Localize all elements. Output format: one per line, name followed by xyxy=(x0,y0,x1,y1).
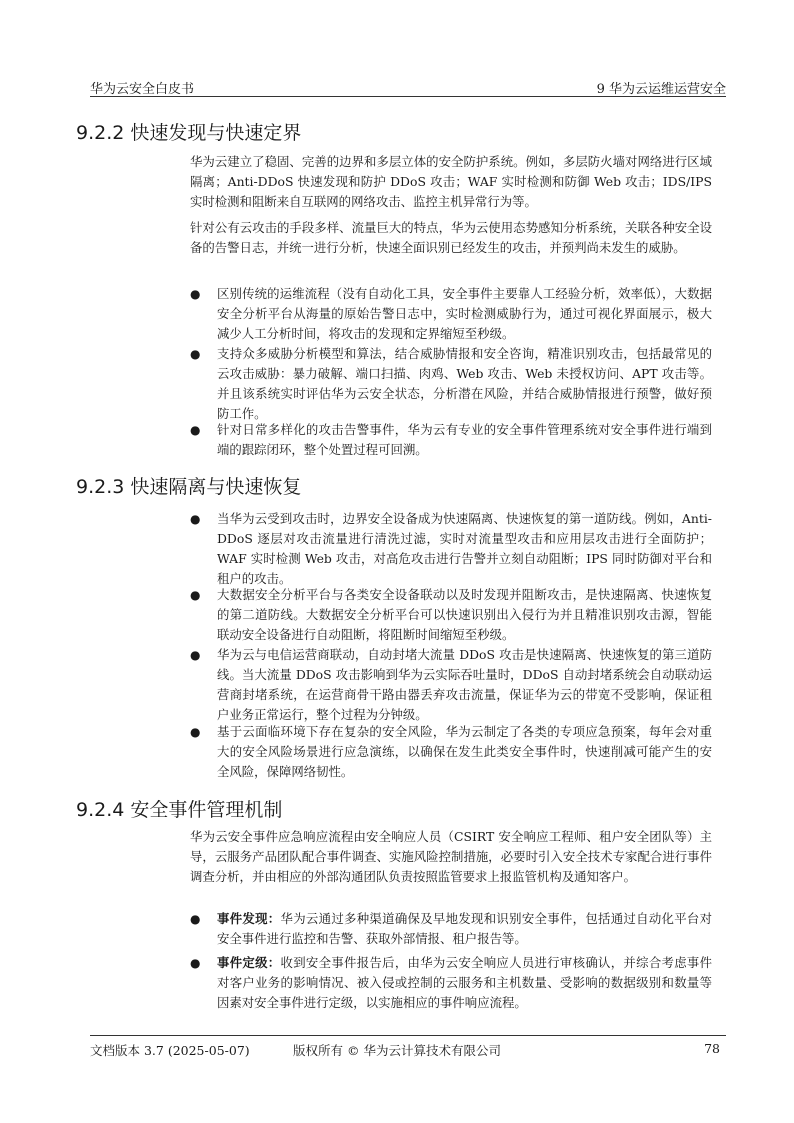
list-item xyxy=(190,284,712,344)
header-doc-title: 华为云安全白皮书 xyxy=(90,82,195,97)
list-item-text: 区别传统的运维流程（没有自动化工具，安全事件主要靠人工经验分析，效率低），大数据安全分析平台从海量的原始告警日志中，实时检测威胁行为，通过可视化界面展示，极大减少人工分析时间，将攻击的发现和定界缩短至秒级。 xyxy=(217,286,712,341)
list-item xyxy=(190,722,712,782)
bullet-icon: ● xyxy=(190,423,201,437)
bullet-icon: ● xyxy=(190,725,201,739)
section-paragraph: 针对公有云攻击的手段多样、流量巨大的特点，华为云使用态势感知分析系统，关联各种安全设备的告警日志，并统一进行分析，快速全面识别已经发生的攻击，并预判尚未发生的威胁。 xyxy=(190,220,712,255)
bullet-icon: ● xyxy=(190,347,201,361)
footer-page-number: 78 xyxy=(704,1041,720,1056)
footer-copyright: 版权所有 © 华为云计算技术有限公司 xyxy=(293,1043,501,1058)
header-chapter-title: 9 华为云运维运营安全 xyxy=(596,82,726,97)
section-title-9-2-4: 9.2.4 安全事件管理机制 xyxy=(76,799,283,821)
bullet-icon: ● xyxy=(190,648,201,662)
list-item-text: 基于云面临环境下存在复杂的安全风险，华为云制定了各类的专项应急预案，每年会对重大的安全风险场景进行应急演练，以确保在发生此类安全事件时，快速削减可能产生的安全风险，保障网络韧性。 xyxy=(217,724,712,779)
section-paragraph: 华为云安全事件应急响应流程由安全响应人员（CSIRT 安全响应工程师、租户安全团队等）主导，云服务产品团队配合事件调查、实施风险控制措施，必要时引入安全技术专家配合进行事件调查分析，并由相应的外部沟通团队负责按照监管要求上报监管机构及通知客户。 xyxy=(190,829,712,884)
section-title-9-2-2: 9.2.2 快速发现与快速定界 xyxy=(76,122,302,144)
list-item-body: 华为云通过多种渠道确保及早地发现和识别安全事件，包括通过自动化平台对安全事件进行监控和告警、获取外部情报、租户报告等。 xyxy=(217,911,713,946)
page-footer xyxy=(90,1035,726,1058)
list-item xyxy=(190,585,712,645)
list-item-text: 当华为云受到攻击时，边界安全设备成为快速隔离、快速恢复的第一道防线。例如，Anti-DDoS 逐层对攻击流量进行清洗过滤，实时对流量型攻击和应用层攻击进行全面防护；WAF 实时检测 Web 攻击，对高危攻击进行告警并立刻自动阻断；IPS 同时防御对平台和租户的攻击。 xyxy=(217,511,712,586)
footer-version: 文档版本 3.7 (2025-05-07) xyxy=(90,1043,250,1058)
list-item-text: 针对日常多样化的攻击告警事件，华为云有专业的安全事件管理系统对安全事件进行端到端的跟踪闭环，整个处置过程可回溯。 xyxy=(217,422,712,457)
list-item-label: 事件定级： xyxy=(217,955,281,970)
list-item xyxy=(190,953,712,1013)
list-item-label: 事件发现： xyxy=(217,911,281,926)
list-item xyxy=(190,420,712,460)
list-item xyxy=(190,909,712,949)
bullet-icon: ● xyxy=(190,588,201,602)
section-title-9-2-3: 9.2.3 快速隔离与快速恢复 xyxy=(76,476,302,498)
bullet-icon: ● xyxy=(190,912,201,926)
list-item-text: 华为云与电信运营商联动，自动封堵大流量 DDoS 攻击是快速隔离、快速恢复的第三道防线。当大流量 DDoS 攻击影响到华为云实际吞吐量时，DDoS 自动封堵系统会自动联动运营商封堵系统，在运营商骨干路由器丢弃攻击流量，保证华为云的带宽不受影响，保证租户业务正常运行，整个过程为分钟级。 xyxy=(217,647,712,722)
bullet-icon: ● xyxy=(190,287,201,301)
list-item xyxy=(190,344,712,424)
list-item-text: 大数据安全分析平台与各类安全设备联动以及时发现并阻断攻击，是快速隔离、快速恢复的第二道防线。大数据安全分析平台可以快速识别出入侵行为并且精准识别攻击源，智能联动安全设备进行自动阻断，将阻断时间缩短至秒级。 xyxy=(217,587,712,642)
bullet-icon: ● xyxy=(190,956,201,970)
list-item-text: 支持众多威胁分析模型和算法，结合威胁情报和安全咨询，精准识别攻击，包括最常见的云攻击威胁：暴力破解、端口扫描、肉鸡、Web 攻击、Web 未授权访问、APT 攻击等。并且该系统实时评估华为云安全状态，分析潜在风险，并结合威胁情报进行预警，做好预防工作。 xyxy=(217,346,712,421)
list-item-body: 收到安全事件报告后，由华为云安全响应人员进行审核确认，并综合考虑事件对客户业务的影响情况、被入侵或控制的云服务和主机数量、受影响的数据级别和数量等因素对安全事件进行定级，以实施相应的事件响应流程。 xyxy=(217,955,713,1010)
list-item xyxy=(190,645,712,725)
list-item-text xyxy=(217,909,712,949)
page-header xyxy=(90,76,726,97)
list-item xyxy=(190,509,712,589)
section-paragraph: 华为云建立了稳固、完善的边界和多层立体的安全防护系统。例如，多层防火墙对网络进行区域隔离；Anti-DDoS 快速发现和防护 DDoS 攻击；WAF 实时检测和防御 Web 攻击；IDS/IPS 实时检测和阻断来自互联网的网络攻击、监控主机异常行为等。 xyxy=(190,154,712,209)
list-item-text xyxy=(217,953,712,1013)
bullet-icon: ● xyxy=(190,512,201,526)
